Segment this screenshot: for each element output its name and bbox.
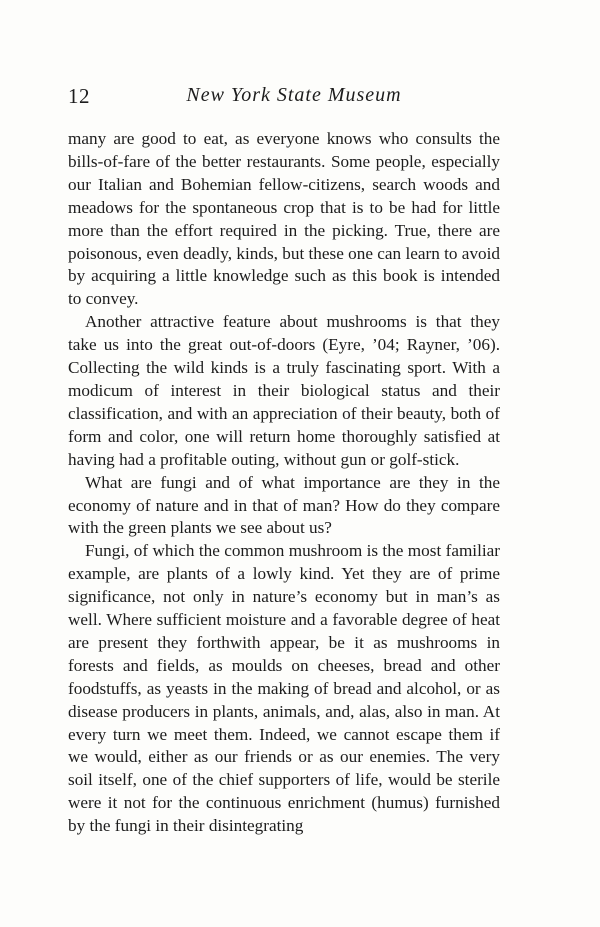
paragraph-question: What are fungi and of what importance are they in the economy of nature and in that of man? How do they compare with the green plants we see about us? [68, 472, 500, 538]
body-text [68, 128, 500, 838]
paragraph-out-of-doors: Another attractive feature about mushrooms is that they take us into the great out-of-doors (Eyre, ’04; Rayner, ’06). Collecting the wild kinds is a truly fascinating sport. With a modicum of interest in their biological status and their classification, and with an appreciation of their beauty, both of form and color, one will return home thoroughly satisfied at having had a profitable outing, without gun or golf-stick. [68, 312, 500, 469]
paragraph-continuation: many are good to eat, as everyone knows who consults the bills-of-fare of the better restaurants. Some people, especially our Italian and Bohemian fellow-citizens, search woods and meadows for the spontaneous crop that is to be had for little more than the effort required in the picking. True, there are poisonous, even deadly, kinds, but these one can learn to avoid by acquiring a little knowledge such as this book is intended to convey. [68, 129, 500, 309]
page-header [68, 84, 500, 114]
paragraph-fungi: Fungi, of which the common mushroom is the most familiar example, are plants of a lowly kind. Yet they are of prime significance, not only in nature’s economy but in man’s as well. Where sufficient moisture and a favorable degree of heat are present they forthwith appear, be it as mushrooms in forests and fields, as moulds on cheeses, bread and other foodstuffs, as yeasts in the making of bread and alcohol, or as disease producers in plants, animals, and, alas, also in man. At every turn we meet them. Indeed, we cannot escape them if we would, either as our friends or as our enemies. The very soil itself, one of the chief supporters of life, would be sterile were it not for the continuous enrichment (humus) furnished by the fungi in their disintegrating [68, 541, 500, 836]
page-number: 12 [68, 84, 90, 108]
running-title: New York State Museum [186, 84, 402, 106]
